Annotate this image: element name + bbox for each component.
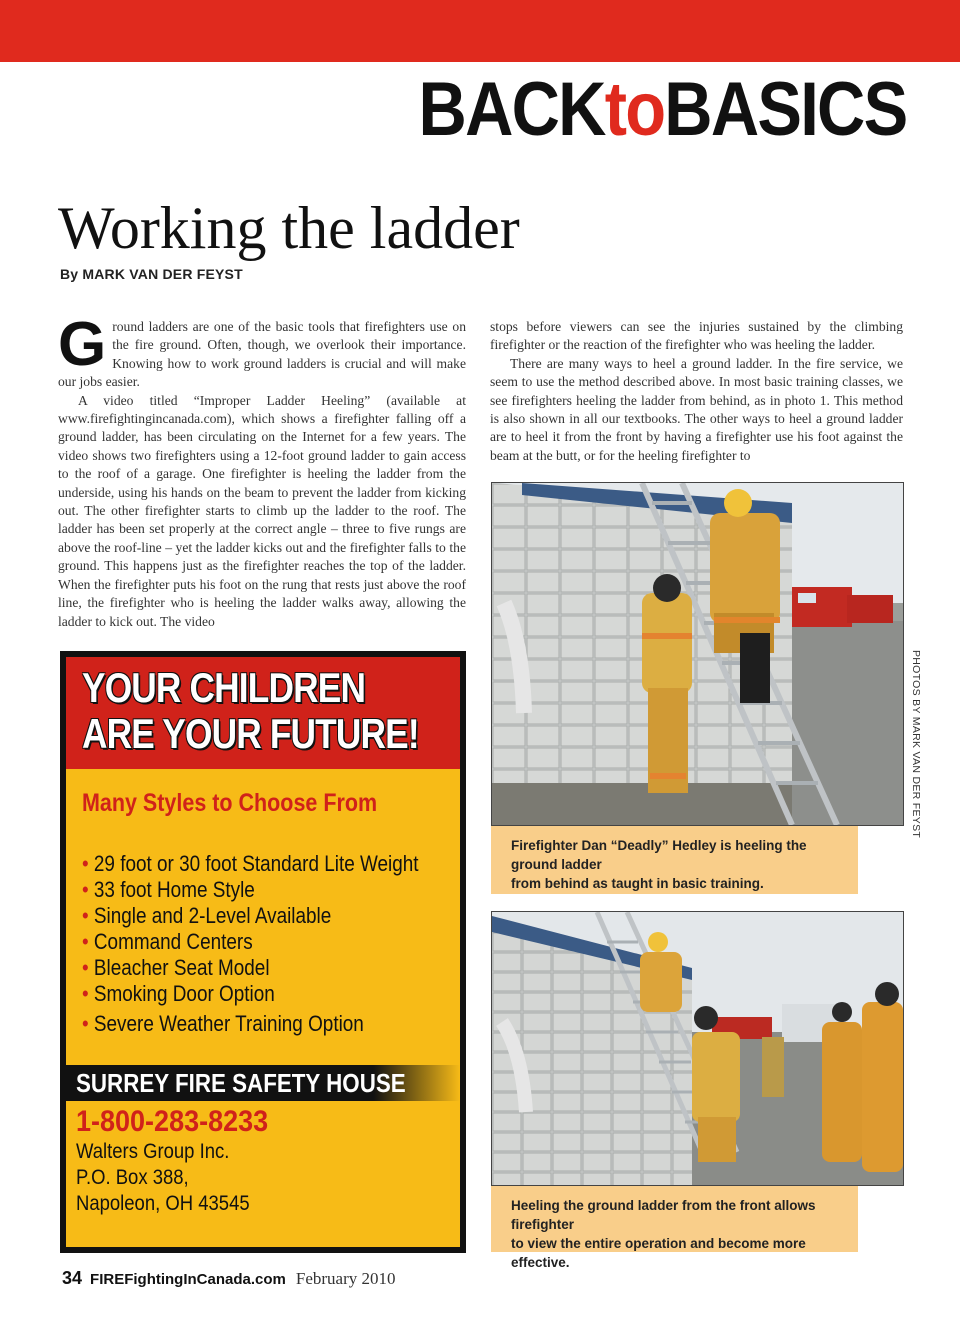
list-item-text: Severe Weather Training Option: [93, 1011, 364, 1036]
photo-2-illustration: [492, 912, 903, 1185]
photo-2-caption: [491, 1186, 858, 1270]
bullet-icon: •: [82, 1011, 94, 1036]
ad-subhead: Many Styles to Choose From: [82, 789, 378, 817]
ad-headline-line-2: ARE YOUR FUTURE!: [82, 710, 419, 757]
top-color-bar: [0, 0, 960, 62]
article-paragraph: There are many ways to heel a ground ladder. In the fire service, we seem to use the method described above. In most basic training classes, we see firefighters heeling the ladder from behind, as in photo 1. This method is also shown in all our textbooks. The other ways to heel a ground ladder are to heel it from the front by having a firefighter use his foot against the beam at the butt, or for the heeling firefighter to: [490, 355, 903, 463]
bullet-icon: •: [82, 903, 94, 928]
list-item-text: Bleacher Seat Model: [93, 955, 270, 980]
list-item: [82, 955, 419, 981]
ad-address-line: Napoleon, OH 43545: [76, 1192, 250, 1215]
bullet-icon: •: [82, 955, 94, 980]
bullet-icon: •: [82, 851, 94, 876]
ad-company-band: [66, 1065, 460, 1101]
ad-address-line: Walters Group Inc.: [76, 1140, 230, 1163]
caption-line: Heeling the ground ladder from the front allows firefighter: [511, 1198, 816, 1232]
footer-website[interactable]: FIREFightingInCanada.com: [90, 1271, 286, 1288]
section-title-basics: BASICS: [663, 67, 906, 152]
list-item: [82, 851, 419, 877]
article-paragraph: [58, 318, 466, 392]
ad-header-panel: [66, 657, 460, 769]
photo-credit: PHOTOS BY MARK VAN DER FEYST: [910, 650, 922, 839]
section-title-back: BACK: [418, 67, 605, 152]
ad-phone-number[interactable]: 1-800-283-8233: [76, 1105, 269, 1138]
list-item: [82, 903, 419, 929]
advertisement[interactable]: [60, 651, 466, 1253]
list-item-text: Command Centers: [93, 929, 253, 954]
photo-heeling-from-behind: [491, 482, 904, 826]
photo-1-illustration: [492, 483, 903, 825]
drop-cap: G: [58, 318, 107, 379]
photo-heeling-from-front: [491, 911, 904, 1186]
list-item: [82, 1011, 419, 1037]
caption-line: Firefighter Dan “Deadly” Hedley is heeling the ground ladder: [511, 838, 807, 872]
ad-body-panel: [66, 769, 460, 1247]
paragraph-text: round ladders are one of the basic tools that firefighters use on the fire ground. Often, though, we overlook their importance. Knowing how to work ground ladders is crucial and will make our jobs easier.: [58, 319, 466, 390]
ad-company-name: SURREY FIRE SAFETY HOUSE: [76, 1068, 406, 1098]
article-byline: By MARK VAN DER FEYST: [60, 266, 243, 282]
section-title-to: to: [604, 67, 664, 152]
list-item: [82, 877, 419, 903]
ad-address: [76, 1139, 250, 1217]
article-paragraph: A video titled “Improper Ladder Heeling” (available at www.firefightingincanada.com), which shows a firefighter falling off a ground ladder, has been circulating on the Internet for a few years. The video shows two firefighters using a 12-foot ground ladder to gain access to the roof of a garage. One firefighter is heeling the ladder from the underside, using his hands on the beam to prevent the ladder from kicking out. The other firefighter starts to climb up the ladder to the roof. The ladder has been set properly at the correct angle – three to five rungs are above the roof-line – yet the ladder kicks out and the firefighter falls to the ground. This happens just as the firefighter reaches the top of the ladder. When the firefighter puts his foot on the rung that rests just above the roof line, the firefighter who is heeling the ladder walks away, allowing the ladder to kick out. The video: [58, 392, 466, 629]
page-number: 34: [62, 1268, 83, 1288]
bullet-icon: •: [82, 877, 94, 902]
ad-feature-list: [82, 851, 473, 1037]
caption-line: to view the entire operation and become more effective.: [511, 1236, 806, 1270]
page-footer: [62, 1268, 396, 1289]
list-item: [82, 929, 419, 955]
article-column-1: [58, 318, 466, 634]
article-title: Working the ladder: [58, 195, 520, 261]
article-paragraph: stops before viewers can see the injuries sustained by the climbing firefighter or the reaction of the firefighter who was heeling the ladder.: [490, 319, 903, 353]
footer-issue-date: February 2010: [295, 1269, 396, 1288]
bullet-icon: •: [82, 929, 94, 954]
list-item-text: Single and 2-Level Available: [93, 903, 332, 928]
ad-headline: [82, 665, 419, 757]
list-item-text: 33 foot Home Style: [93, 877, 255, 902]
list-item: [82, 981, 419, 1007]
photo-1-caption: [491, 826, 858, 894]
list-item-text: Smoking Door Option: [93, 981, 275, 1006]
caption-line: from behind as taught in basic training.: [511, 876, 764, 891]
ad-address-line: P.O. Box 388,: [76, 1166, 189, 1189]
bullet-icon: •: [82, 981, 94, 1006]
ad-headline-line-1: YOUR CHILDREN: [82, 664, 366, 711]
article-column-2: [490, 318, 903, 468]
section-title: [418, 67, 906, 152]
list-item-text: 29 foot or 30 foot Standard Lite Weight: [93, 851, 419, 876]
